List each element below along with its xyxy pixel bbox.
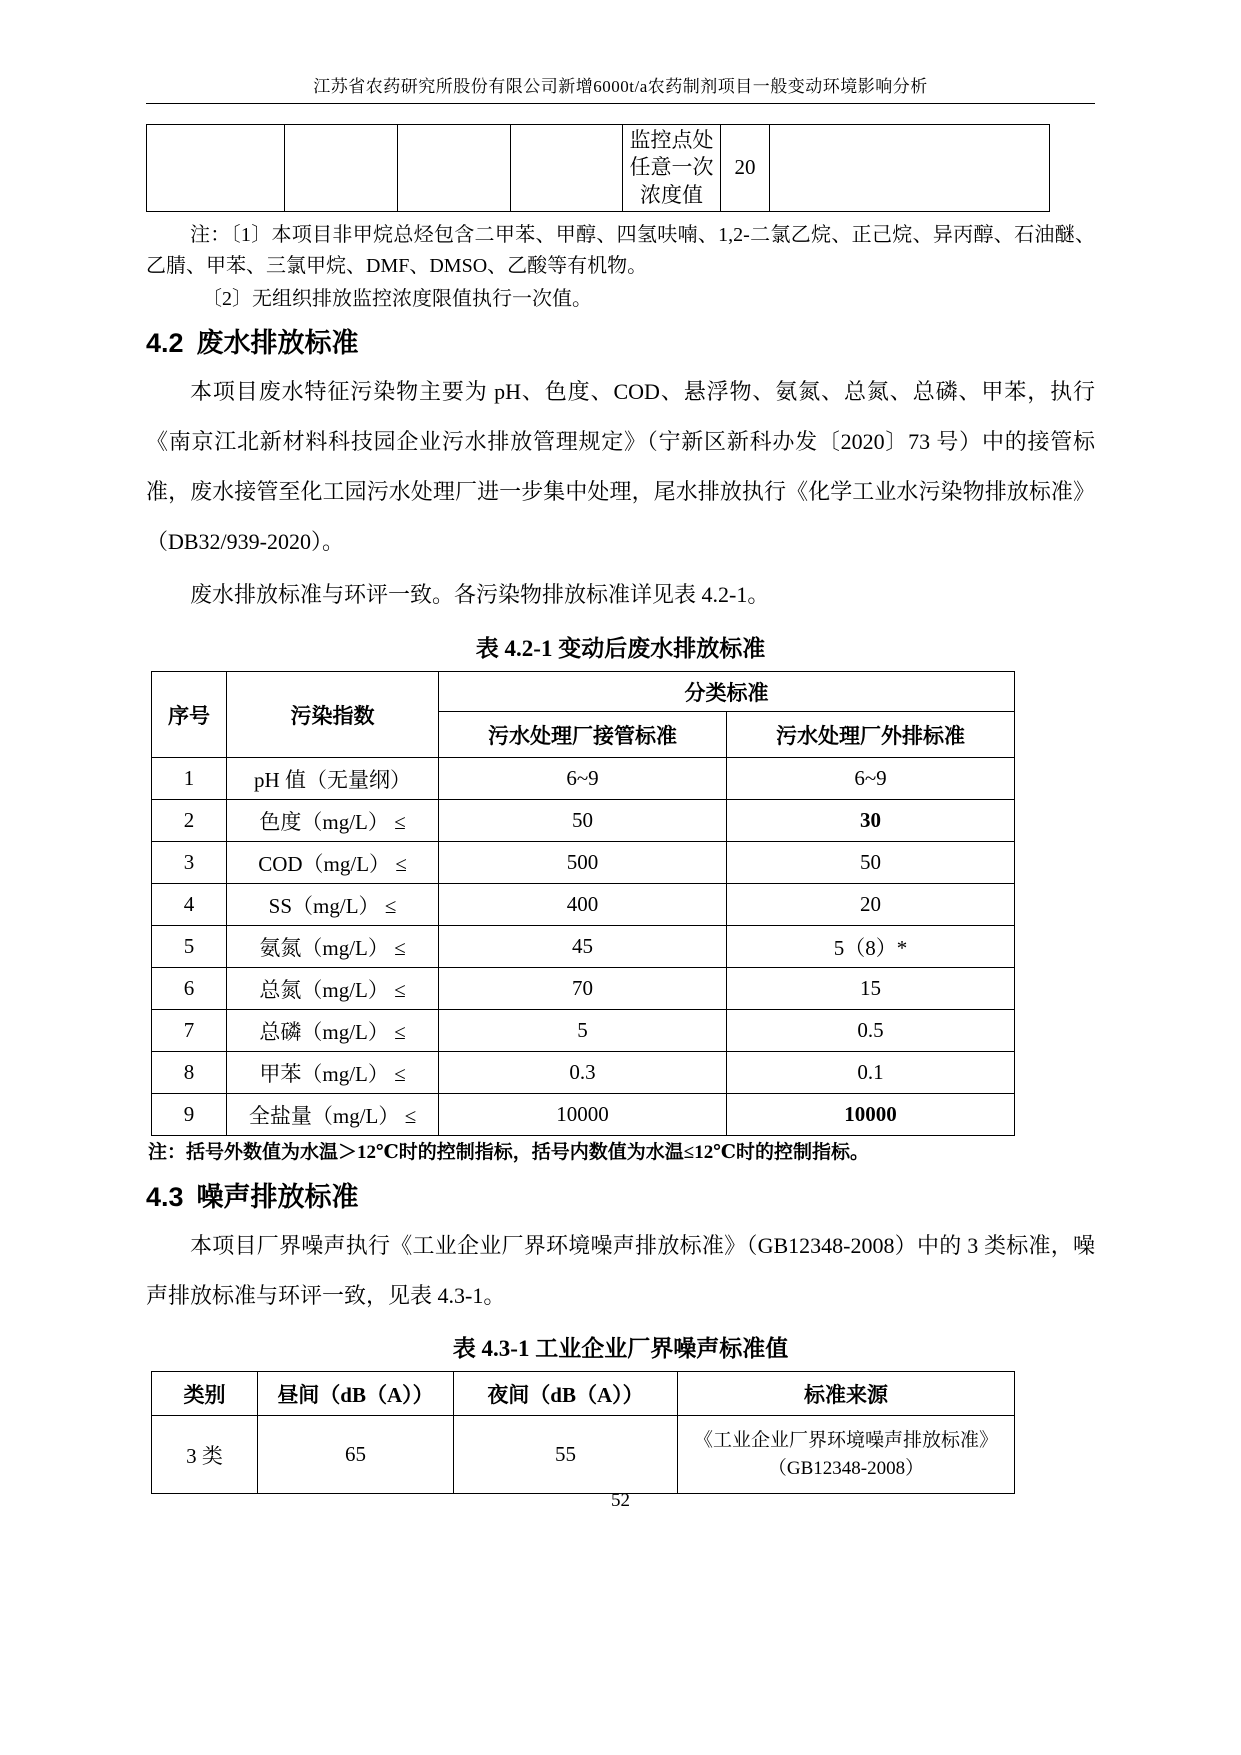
table-row [152, 968, 1015, 1010]
col-header-index: 序号 [152, 672, 227, 758]
row-inlet: 10000 [439, 1094, 727, 1136]
section-number: 4.2 [146, 327, 184, 358]
table-row [147, 125, 1050, 212]
row-outlet: 50 [727, 842, 1015, 884]
table-row [152, 926, 1015, 968]
row-outlet: 5（8）* [727, 926, 1015, 968]
table-row [152, 842, 1015, 884]
paragraph: 废水排放标准与环评一致。各污染物排放标准详见表 4.2-1。 [190, 582, 770, 608]
row-outlet: 30 [727, 800, 1015, 842]
empty-cell [511, 125, 623, 212]
col-header-night: 夜间（dB（A）） [454, 1372, 678, 1416]
col-header-day: 昼间（dB（A）） [258, 1372, 454, 1416]
row-outlet: 6~9 [727, 758, 1015, 800]
row-index: 2 [152, 800, 227, 842]
table-row [152, 758, 1015, 800]
section-heading-4-2 [146, 325, 1095, 363]
section-heading-4-3 [146, 1179, 1095, 1217]
row-outlet: 0.5 [727, 1010, 1015, 1052]
table-footnotes [146, 220, 1095, 315]
row-inlet: 45 [439, 926, 727, 968]
row-inlet: 0.3 [439, 1052, 727, 1094]
col-header-inlet: 污水处理厂接管标准 [439, 712, 727, 758]
monitoring-value: 20 [721, 125, 770, 212]
section-title: 噪声排放标准 [196, 1181, 359, 1212]
row-pollutant: 氨氮（mg/L） ≤ [227, 926, 439, 968]
row-inlet: 6~9 [439, 758, 727, 800]
col-header-source: 标准来源 [678, 1372, 1015, 1416]
col-header-category: 类别 [152, 1372, 258, 1416]
row-outlet: 10000 [727, 1094, 1015, 1136]
row-outlet: 20 [727, 884, 1015, 926]
row-pollutant: 总氮（mg/L） ≤ [227, 968, 439, 1010]
row-pollutant: SS（mg/L） ≤ [227, 884, 439, 926]
row-inlet: 500 [439, 842, 727, 884]
col-header-outlet: 污水处理厂外排标准 [727, 712, 1015, 758]
row-night-value: 55 [454, 1416, 678, 1494]
wastewater-standards-table [151, 671, 1015, 1136]
section-number: 4.3 [146, 1181, 184, 1212]
row-index: 9 [152, 1094, 227, 1136]
source-line-2: （GB12348-2008） [767, 1457, 925, 1479]
source-line-1: 《工业企业厂界环境噪声排放标准》 [693, 1430, 998, 1452]
continued-table [146, 124, 1050, 212]
empty-cell [285, 125, 398, 212]
empty-cell [398, 125, 511, 212]
row-index: 6 [152, 968, 227, 1010]
table-caption-4-2-1: 表 4.2-1 变动后废水排放标准 [475, 636, 766, 662]
paragraph: 本项目厂界噪声执行《工业企业厂界环境噪声排放标准》（GB12348-2008）中的 3 类标准，噪声排放标准与环评一致，见表 4.3-1。 [146, 1232, 1095, 1308]
table-row [152, 800, 1015, 842]
page-header [146, 0, 1095, 104]
row-pollutant: 全盐量（mg/L） ≤ [227, 1094, 439, 1136]
empty-cell [770, 125, 1050, 212]
col-header-pollutant: 污染指数 [227, 672, 439, 758]
row-pollutant: 总磷（mg/L） ≤ [227, 1010, 439, 1052]
table-caption-4-3-1: 表 4.3-1 工业企业厂界噪声标准值 [452, 1336, 789, 1362]
footnote-2: 〔2〕无组织排放监控浓度限值执行一次值。 [202, 287, 592, 310]
row-index: 3 [152, 842, 227, 884]
table-row [152, 1052, 1015, 1094]
empty-cell [147, 125, 285, 212]
monitoring-point-label: 监控点处任意一次浓度值 [623, 125, 721, 212]
row-pollutant: pH 值（无量纲） [227, 758, 439, 800]
table-row [152, 1010, 1015, 1052]
row-index: 7 [152, 1010, 227, 1052]
row-pollutant: 甲苯（mg/L） ≤ [227, 1052, 439, 1094]
row-index: 1 [152, 758, 227, 800]
section-title: 废水排放标准 [196, 327, 359, 358]
paragraph: 本项目废水特征污染物主要为 pH、色度、COD、悬浮物、氨氮、总氮、总磷、甲苯，执行《南京江北新材料科技园企业污水排放管理规定》（宁新区新科办发〔2020〕73 号）中的接管标准，废水接管至化工园污水处理厂进一步集中处理，尾水排放执行《化学工业水污染物排放标准》（DB32/939-2020）。 [146, 378, 1095, 554]
table-row [152, 1416, 1015, 1494]
row-outlet: 0.1 [727, 1052, 1015, 1094]
noise-standards-table [151, 1371, 1015, 1494]
row-category: 3 类 [152, 1416, 258, 1494]
row-inlet: 400 [439, 884, 727, 926]
table-header-row [152, 1372, 1015, 1416]
row-index: 8 [152, 1052, 227, 1094]
row-inlet: 70 [439, 968, 727, 1010]
row-pollutant: 色度（mg/L） ≤ [227, 800, 439, 842]
row-outlet: 15 [727, 968, 1015, 1010]
row-source [678, 1416, 1015, 1494]
table-row [152, 884, 1015, 926]
row-day-value: 65 [258, 1416, 454, 1494]
row-pollutant: COD（mg/L） ≤ [227, 842, 439, 884]
row-index: 5 [152, 926, 227, 968]
page-number: 52 [611, 1490, 630, 1511]
row-inlet: 50 [439, 800, 727, 842]
table-row [152, 1094, 1015, 1136]
row-index: 4 [152, 884, 227, 926]
col-header-group: 分类标准 [439, 672, 1015, 712]
table-header-row [152, 672, 1015, 712]
row-inlet: 5 [439, 1010, 727, 1052]
header-title: 江苏省农药研究所股份有限公司新增6000t/a农药制剂项目一般变动环境影响分析 [313, 77, 928, 96]
footnote-1: 注：〔1〕本项目非甲烷总烃包含二甲苯、甲醇、四氢呋喃、1,2-二氯乙烷、正己烷、异丙醇、石油醚、乙腈、甲苯、三氯甲烷、DMF、DMSO、乙酸等有机物。 [146, 223, 1095, 277]
wastewater-table-note: 注：括号外数值为水温＞12℃时的控制指标，括号内数值为水温≤12℃时的控制指标。 [148, 1142, 869, 1164]
